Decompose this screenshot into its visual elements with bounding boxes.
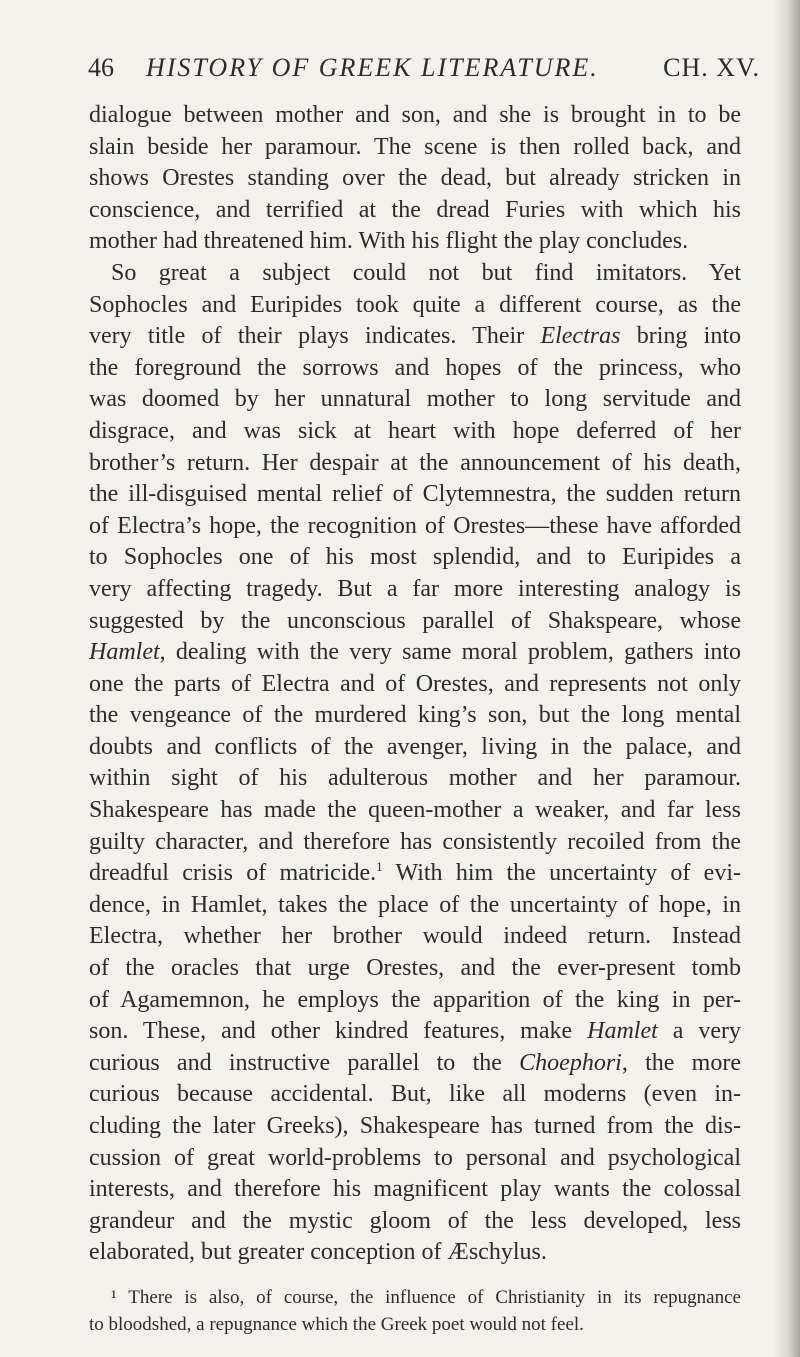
body-line-text: suggested by the unconscious parallel of Shakspeare, whose [89,607,741,634]
footnote-line [89,1284,741,1311]
body-line [89,226,741,258]
page-edge-shadow [772,0,800,1357]
body-line-text: of Agamemnon, he employs the apparition of the king in per- [89,986,741,1013]
body-line [89,858,741,890]
body-line [89,321,741,353]
body-line-text: son. These, and other kindred features, make [89,1018,588,1045]
body-line [89,763,741,795]
running-title: HISTORY OF GREEK LITERATURE. [146,53,599,82]
body-line-text: was doomed by her unnatural mother to long servitude and [89,386,741,413]
body-line [89,163,741,195]
body-line [89,290,741,322]
body-line-text: the foreground the sorrows and hopes of the princess, who [89,354,741,381]
body-line-text: cussion of great world-problems to personal and psychological [89,1144,741,1171]
body-line-text: one the parts of Electra and of Orestes, and represents not only [89,670,741,697]
body-line [89,1016,741,1048]
body-line-text: of Electra’s hope, the recognition of Orestes—these have afforded [89,512,741,539]
body-line-text: , the more [621,1049,741,1076]
body-line [89,353,741,385]
body-line-text: brother’s return. Her despair at the announcement of his death, [89,449,741,476]
running-header [88,48,760,88]
body-line-text: Shakespeare has made the queen-mother a weaker, and far less [89,797,741,824]
body-line [89,384,741,416]
body-line-text: interests, and therefore his magnificent play wants the colossal [89,1176,741,1203]
body-line-text: Sophocles and Euripides took quite a different course, as the [89,291,741,318]
body-line-text: With him the uncertainty of evi- [382,860,741,887]
body-line-text: dence, in Hamlet, takes the place of the uncertainty of hope, in [89,891,741,918]
footnote-line-text: to bloodshed, a repugnance which the Greek poet would not feel. [89,1314,584,1335]
body-line [89,1111,741,1143]
body-line-text: elaborated, but greater conception of Æschylus. [89,1239,547,1266]
body-line [89,606,741,638]
body-line-text: the ill-disguised mental relief of Clytemnestra, the sudden return [89,481,741,508]
body-line-text: dreadful crisis of matricide. [89,860,377,887]
body-line-text: slain beside her paramour. The scene is then rolled back, and [89,133,741,160]
chapter-reference: CH. XV. [663,53,760,82]
body-line [89,985,741,1017]
body-line [89,542,741,574]
body-line [89,574,741,606]
body-line [89,1237,741,1269]
body-line-text: bring into [620,323,741,350]
body-line-text: disgrace, and was sick at heart with hope deferred of her [89,417,741,444]
body-line-text: within sight of his adulterous mother and her paramour. [89,765,741,792]
body-line [89,132,741,164]
body-line [89,258,741,290]
body-line [89,100,741,132]
italic-title: Electras [540,323,621,350]
body-line [89,195,741,227]
body-line [89,511,741,543]
body-line [89,921,741,953]
body-line-text: of the oracles that urge Orestes, and the ever-present tomb [89,955,741,982]
footnote-marker: 1 [376,859,383,875]
body-line-text: curious and instructive parallel to the [89,1049,520,1076]
body-line-text: very title of their plays indicates. Their [89,323,541,350]
body-line-text: to Sophocles one of his most splendid, and to Euripides a [89,544,741,571]
body-line [89,953,741,985]
body-line-text: cluding the later Greeks), Shakespeare has turned from the dis- [89,1113,741,1139]
italic-title: Hamlet [89,639,160,666]
body-line-text: mother had threatened him. With his flight the play concludes. [89,228,689,255]
body-line [89,1143,741,1175]
body-line-text: , dealing with the very same moral problem, gathers into [159,639,741,666]
body-line-text: conscience, and terrified at the dread Furies with which his [89,196,741,223]
body-line [89,1048,741,1080]
footnote-line [89,1311,741,1338]
body-line-text: Electra, whether her brother would indeed return. Instead [89,923,741,950]
footnote-line-text: ¹ There is also, of course, the influence of Christianity in its repugnance [111,1287,741,1308]
body-line [89,795,741,827]
body-line-text: the vengeance of the murdered king’s son, but the long mental [89,702,741,729]
body-line [89,416,741,448]
body-line [89,448,741,480]
body-line-text: very affecting tragedy. But a far more interesting analogy is [89,575,741,602]
body-line [89,479,741,511]
italic-title: Choephori [519,1049,622,1076]
body-line-text: curious because accidental. But, like all moderns (even in- [89,1081,741,1108]
body-line-text: So great a subject could not but find imitators. Yet [111,259,741,286]
body-line [89,637,741,669]
page-number: 46 [88,53,114,82]
body-line-text: a very [657,1018,741,1045]
italic-title: Hamlet [587,1018,658,1045]
body-line [89,700,741,732]
footnotes [89,1284,741,1338]
body-line-text: guilty character, and therefore has consistently recoiled from the [89,828,741,855]
body-line [89,669,741,701]
body-line [89,1174,741,1206]
body-line-text: dialogue between mother and son, and she is brought in to be [89,102,741,128]
body-line [89,1206,741,1238]
body-line-text: doubts and conflicts of the avenger, living in the palace, and [89,733,741,760]
body-line [89,890,741,922]
body-line [89,732,741,764]
body-text [89,100,741,1269]
body-line-text: shows Orestes standing over the dead, but already stricken in [89,165,741,192]
body-line [89,1079,741,1111]
body-line-text: grandeur and the mystic gloom of the less developed, less [89,1207,741,1234]
body-line [89,827,741,859]
